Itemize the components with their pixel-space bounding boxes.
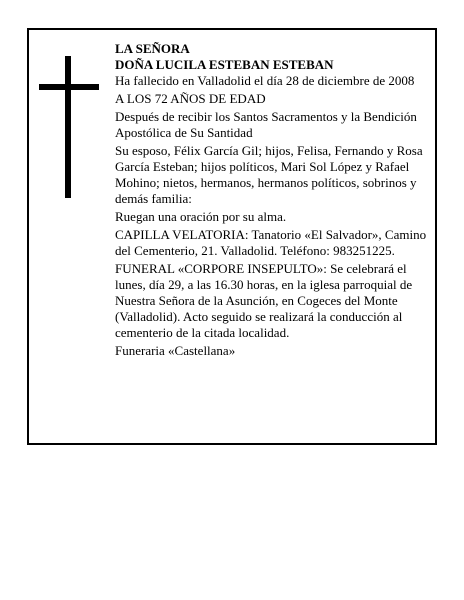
notice-text [115,41,427,361]
deceased-name: DOÑA LUCILA ESTEBAN ESTEBAN [115,57,334,72]
funeral-home: Funeraria «Castellana» [115,343,236,358]
notice-title-line1: LA SEÑORA [115,41,190,56]
cross-icon [39,56,99,198]
prayer-request: Ruegan una oración por su alma. [115,209,287,224]
sacraments-statement: Después de recibir los Santos Sacramentos y la Bendición Apostólica de Su Santidad [115,109,417,140]
obituary-notice [27,28,437,445]
age-statement: A LOS 72 AÑOS DE EDAD [115,91,266,106]
cross-horizontal-bar [39,84,99,90]
cross-vertical-bar [65,56,71,198]
chapel-info: CAPILLA VELATORIA: Tanatorio «El Salvador», Camino del Cementerio, 21. Valladolid. Teléfono: 983251225. [115,227,427,258]
family-statement: Su esposo, Félix García Gil; hijos, Felisa, Fernando y Rosa García Esteban; hijos políticos, Mari Sol López y Rafael Mohino; nietos, hermanos, hermanos políticos, sobrinos y demás familia: [115,143,423,206]
funeral-info: FUNERAL «CORPORE INSEPULTO»: Se celebrará el lunes, día 29, a las 16.30 horas, en la iglesa parroquial de Nuestra Señora de la Asunción, en Cogeces del Monte (Valladolid). Acto seguido se realizará la conducción al cementerio de la citada localidad. [115,261,413,340]
death-statement: Ha fallecido en Valladolid el día 28 de diciembre de 2008 [115,73,415,88]
